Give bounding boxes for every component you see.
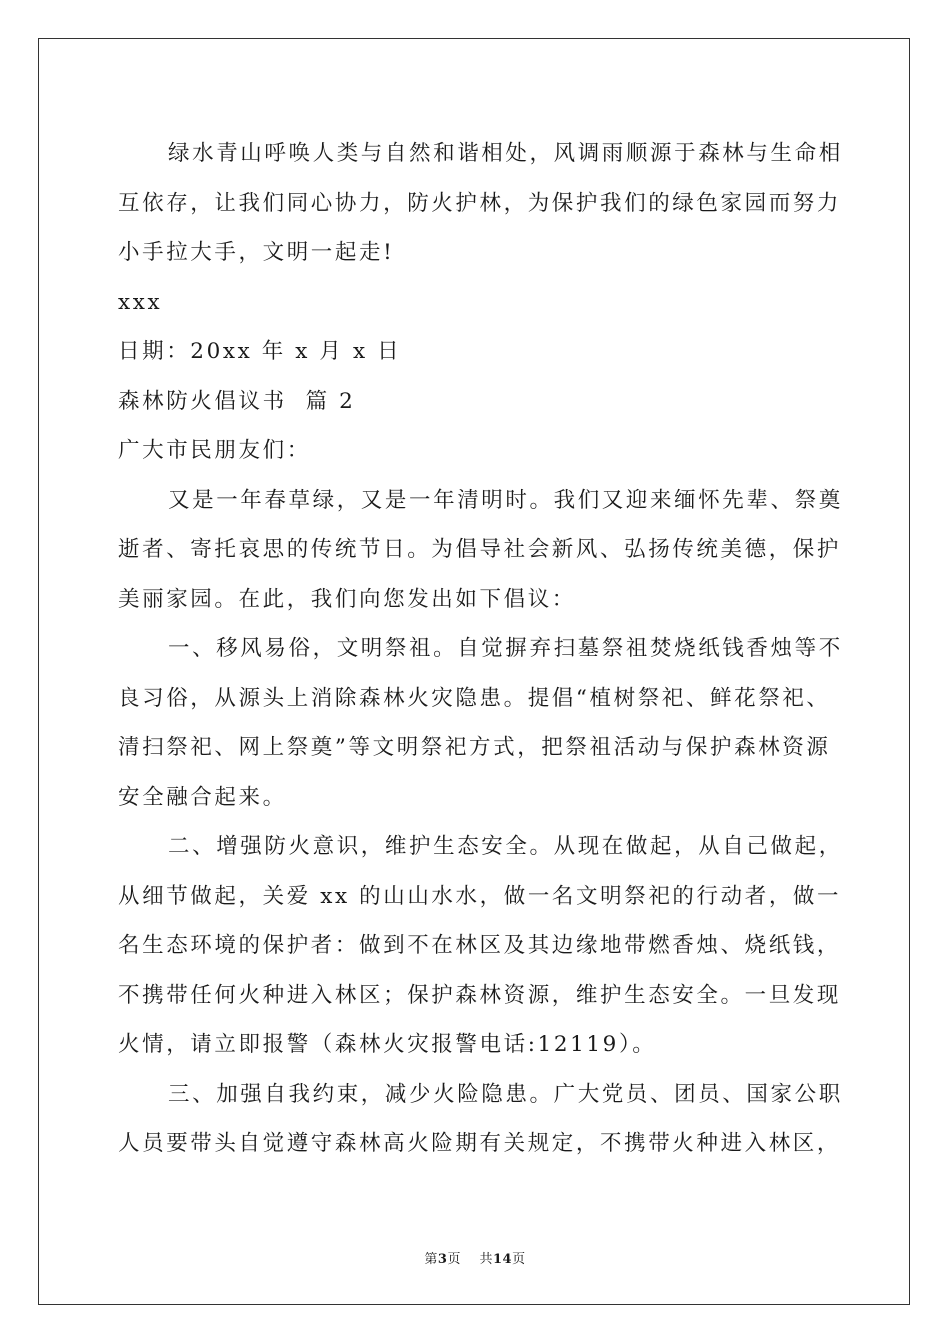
page-footer xyxy=(0,1248,950,1267)
salutation xyxy=(118,426,838,476)
text-line: 广大市民朋友们： xyxy=(118,438,311,463)
text-line: 又是一年春草绿，又是一年清明时。我们又迎来缅怀先辈、祭奠 xyxy=(168,487,843,513)
text-line: 逝者、寄托哀思的传统节日。为倡导社会新风、弘扬传统美德，保护 xyxy=(118,537,842,562)
text-line: 人员要带头自觉遵守森林高火险期有关规定，不携带火种进入林区， xyxy=(118,1131,842,1156)
paragraph xyxy=(118,822,843,1070)
page-prefix: 第 xyxy=(424,1252,438,1267)
total-pages: 14 xyxy=(493,1252,513,1267)
text-line: xxx xyxy=(118,289,163,315)
text-line: 火情，请立即报警（森林火灾报警电话:12119）。 xyxy=(118,1032,657,1057)
text-line: 森林防火倡议书 篇 2 xyxy=(118,388,356,414)
text-line: 名生态环境的保护者：做到不在林区及其边缘地带燃香烛、烧纸钱， xyxy=(118,933,842,958)
total-prefix: 共 xyxy=(479,1252,493,1267)
text-line: 日期：20xx 年 x 月 x 日 xyxy=(118,339,402,364)
page-suffix: 页 xyxy=(447,1252,461,1267)
page-number: 3 xyxy=(437,1252,448,1267)
paragraph xyxy=(118,476,843,625)
document-body xyxy=(118,129,843,1169)
date-line xyxy=(118,327,838,377)
text-line: 从细节做起，关爱 xx 的山山水水，做一名文明祭祀的行动者，做一 xyxy=(118,883,842,909)
section-title xyxy=(118,377,838,427)
total-suffix: 页 xyxy=(512,1252,526,1267)
text-line: 美丽家园。在此，我们向您发出如下倡议： xyxy=(118,586,576,612)
text-line: 三、加强自我约束，减少火险隐患。广大党员、团员、国家公职 xyxy=(168,1081,843,1107)
paragraph xyxy=(118,624,843,822)
text-line: 安全融合起来。 xyxy=(118,784,287,810)
paragraph xyxy=(118,1070,843,1169)
signature xyxy=(118,278,838,328)
text-line: 清扫祭祀、网上祭奠”等文明祭祀方式，把祭祖活动与保护森林资源 xyxy=(118,735,831,760)
text-line: 一、移风易俗，文明祭祖。自觉摒弃扫墓祭祖焚烧纸钱香烛等不 xyxy=(168,636,843,661)
text-line: 小手拉大手，文明一起走! xyxy=(118,240,395,265)
text-line: 良习俗，从源头上消除森林火灾隐患。提倡“植树祭祀、鲜花祭祀、 xyxy=(118,685,831,711)
text-line: 绿水青山呼唤人类与自然和谐相处，风调雨顺源于森林与生命相 xyxy=(168,141,843,166)
text-line: 互依存，让我们同心协力，防火护林，为保护我们的绿色家园而努力 xyxy=(118,190,842,216)
text-line: 二、增强防火意识，维护生态安全。从现在做起，从自己做起， xyxy=(168,834,843,859)
paragraph xyxy=(118,129,843,278)
text-line: 不携带任何火种进入林区；保护森林资源，维护生态安全。一旦发现 xyxy=(118,982,842,1008)
